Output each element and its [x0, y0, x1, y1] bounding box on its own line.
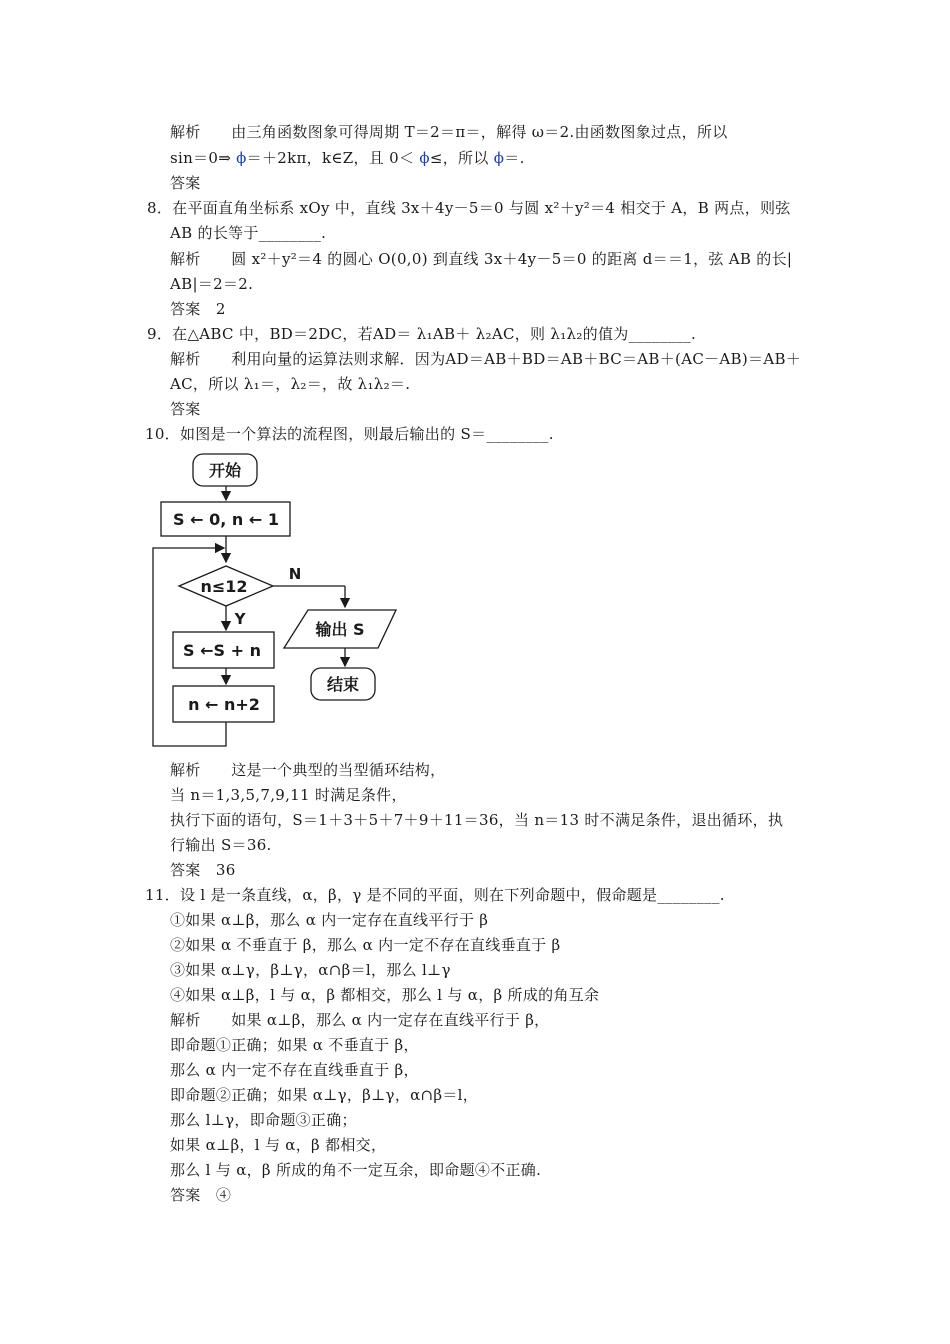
text-fragment: sin＝0⇒: [170, 149, 237, 167]
q8-text-cont: AB 的长等于________.: [170, 224, 327, 242]
q7-solution-line-1: 解析 由三角函数图象可得周期 T＝2＝π＝，解得 ω＝2.由函数图象过点，所以: [170, 123, 728, 141]
flow-inc-label: n ← n+2: [188, 695, 260, 714]
phi-symbol: ϕ: [493, 149, 505, 167]
q10-solution-line-1: 解析 这是一个典型的当型循环结构，: [170, 761, 446, 779]
flow-add-label: S ←S + n: [183, 641, 261, 660]
q7-answer: 答案: [170, 174, 201, 192]
q9-solution-line-1: 解析 利用向量的运算法则求解．因为AD＝AB＋BD＝AB＋BC＝AB＋(AC－AB)＝AB＋: [170, 350, 802, 368]
flow-start-label: 开始: [208, 461, 242, 480]
q11-solution-line-1: 解析 如果 α⊥β，那么 α 内一定存在直线平行于 β，: [170, 1011, 550, 1029]
text-fragment: ＝＋2kπ，k∈Z，且 0＜: [246, 149, 420, 167]
q7-solution-line-2: [170, 148, 525, 168]
text-fragment: ＝.: [504, 149, 525, 167]
flow-init-label: S ← 0, n ← 1: [173, 510, 279, 529]
text-fragment: ≤，所以: [429, 149, 494, 167]
flow-no-label: N: [288, 565, 302, 583]
q11-option-1: ①如果 α⊥β，那么 α 内一定存在直线平行于 β: [170, 911, 489, 929]
flow-end-label: 结束: [326, 675, 360, 694]
q10-solution-line-2: 当 n＝1,3,5,7,9,11 时满足条件，: [170, 786, 407, 804]
flow-condition-label: n≤12: [200, 577, 248, 596]
phi-symbol: ϕ: [419, 149, 430, 167]
q8-solution-line-1: 解析 圆 x²＋y²＝4 的圆心 O(0,0) 到直线 3x＋4y－5＝0 的距离 d＝＝1，弦 AB 的长|: [170, 250, 793, 268]
flowchart: [150, 450, 410, 750]
q10-text: 10．如图是一个算法的流程图，则最后输出的 S＝________.: [145, 425, 554, 443]
q9-answer: 答案: [170, 400, 201, 418]
q11-solution-line-7: 那么 l 与 α，β 所成的角不一定互余，即命题④不正确.: [170, 1161, 542, 1179]
flow-yes-label: Y: [234, 610, 246, 628]
q9-text: 9．在△ABC 中，BD＝2DC，若AD＝ λ₁AB＋ λ₂AC，则 λ₁λ₂的值为________.: [147, 325, 697, 343]
q11-option-4: ④如果 α⊥β，l 与 α，β 都相交，那么 l 与 α，β 所成的角互余: [170, 986, 600, 1004]
q11-option-2: ②如果 α 不垂直于 β，那么 α 内一定不存在直线垂直于 β: [170, 936, 561, 954]
q8-solution-line-2: AB|＝2＝2.: [170, 275, 254, 293]
q11-solution-line-5: 那么 l⊥γ，即命题③正确；: [170, 1111, 357, 1129]
q11-text: 11．设 l 是一条直线，α，β，γ 是不同的平面，则在下列命题中，假命题是________.: [145, 886, 725, 904]
q11-option-3: ③如果 α⊥γ，β⊥γ，α∩β＝l，那么 l⊥γ: [170, 961, 451, 979]
q9-solution-line-2: AC，所以 λ₁＝，λ₂＝，故 λ₁λ₂＝.: [170, 375, 411, 393]
flow-output-label: 输出 S: [315, 620, 365, 639]
q8-text: 8．在平面直角坐标系 xOy 中，直线 3x＋4y－5＝0 与圆 x²＋y²＝4 相交于 A，B 两点，则弦: [147, 199, 791, 217]
q10-answer: 答案 36: [170, 861, 236, 879]
q11-solution-line-6: 如果 α⊥β，l 与 α，β 都相交，: [170, 1136, 387, 1154]
q8-answer: 答案 2: [170, 300, 226, 318]
q11-solution-line-3: 那么 α 内一定不存在直线垂直于 β，: [170, 1061, 419, 1079]
phi-symbol: ϕ: [236, 149, 247, 167]
q10-solution-line-3: 执行下面的语句，S＝1＋3＋5＋7＋9＋11＝36，当 n＝13 时不满足条件，退出循环，执: [170, 811, 784, 829]
q11-solution-line-2: 即命题①正确；如果 α 不垂直于 β，: [170, 1036, 419, 1054]
q10-solution-line-4: 行输出 S＝36.: [170, 836, 272, 854]
q11-solution-line-4: 即命题②正确；如果 α⊥γ，β⊥γ，α∩β＝l，: [170, 1086, 479, 1104]
q11-answer: 答案 ④: [170, 1186, 232, 1204]
